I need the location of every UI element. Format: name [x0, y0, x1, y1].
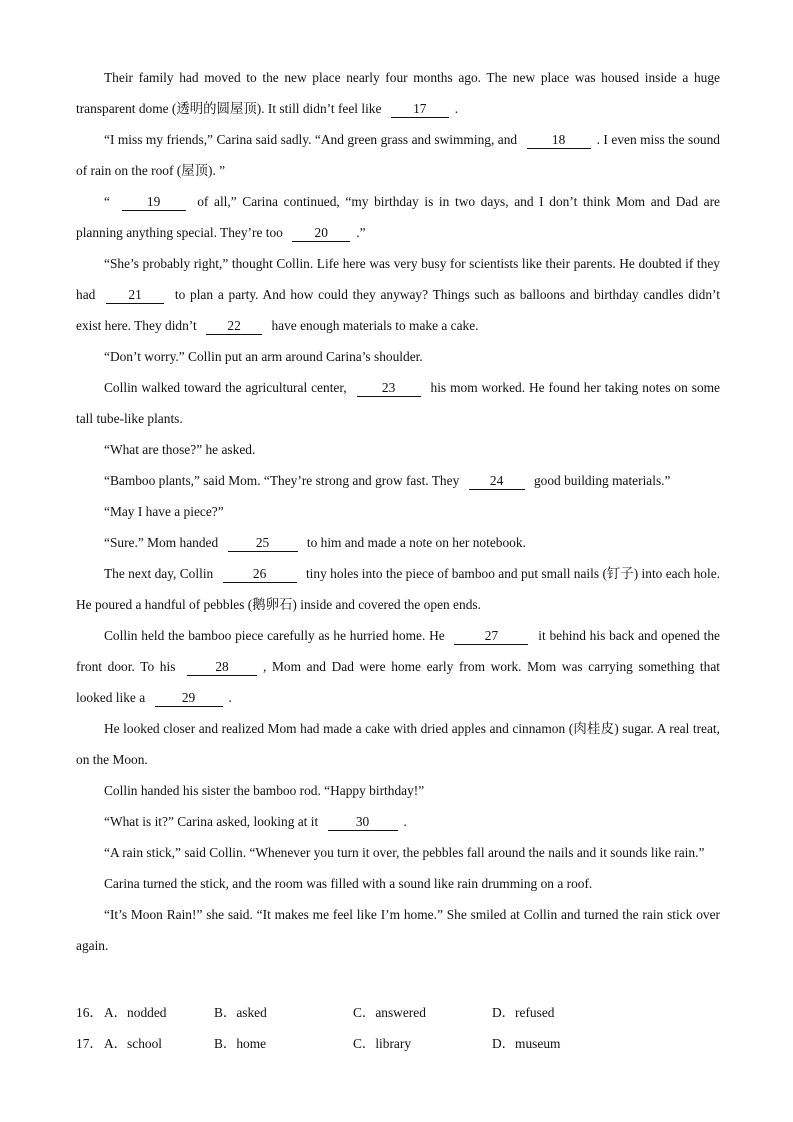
- answer-blank[interactable]: 30: [328, 813, 398, 831]
- answer-blank[interactable]: 23: [357, 379, 421, 397]
- paragraph-text: to him and made a note on her notebook.: [303, 535, 526, 550]
- passage-paragraph: [76, 372, 720, 434]
- cloze-passage: [76, 62, 720, 961]
- paragraph-text: “Don’t worry.” Collin put an arm around Carina’s shoulder.: [104, 349, 423, 364]
- paragraph-text: his mom worked. He found her taking notes on some tall tube-like plants.: [76, 380, 720, 426]
- paragraph-text: .: [228, 690, 232, 705]
- option-d: D．refused: [492, 1005, 555, 1020]
- passage-paragraph: [76, 62, 720, 124]
- option-c: C．answered: [353, 1005, 426, 1020]
- passage-paragraph: [76, 248, 720, 341]
- paragraph-text: .”: [356, 225, 366, 240]
- option-d: D．museum: [492, 1036, 561, 1051]
- answer-blank[interactable]: 21: [106, 286, 164, 304]
- answer-blank[interactable]: 19: [122, 193, 186, 211]
- passage-paragraph: [76, 775, 720, 806]
- answer-blank[interactable]: 24: [469, 472, 525, 490]
- paragraph-text: . I even miss the sound of rain on the roof (屋顶). ”: [76, 132, 720, 178]
- passage-paragraph: [76, 899, 720, 961]
- paragraph-text: good building materials.”: [530, 473, 671, 488]
- passage-paragraph: [76, 837, 720, 868]
- paragraph-text: “I miss my friends,” Carina said sadly. “And green grass and swimming, and: [104, 132, 521, 147]
- paragraph-text: “She’s probably right,” thought Collin. Life here was very busy for scientists like their parents. He doubted if they had: [76, 256, 720, 302]
- answer-blank[interactable]: 27: [454, 627, 528, 645]
- option-a: A．nodded: [104, 1005, 167, 1020]
- question-number: 17．: [76, 1036, 103, 1051]
- paragraph-text: tiny holes into the piece of bamboo and put small nails (钉子) into each hole. He poured a handful of pebbles (鹅卵石) inside and covered the open ends.: [76, 566, 720, 612]
- passage-paragraph: [76, 806, 720, 837]
- answer-blank[interactable]: 26: [223, 565, 297, 583]
- passage-paragraph: [76, 434, 720, 465]
- paragraph-text: it behind his back and opened the front door. To his: [76, 628, 721, 674]
- question-row: [76, 1028, 720, 1059]
- passage-paragraph: [76, 186, 720, 248]
- paragraph-text: of all,” Carina continued, “my birthday is in two days, and I don’t think Mom and Dad are planning anything special. They’re too: [76, 194, 720, 240]
- paragraph-text: “Bamboo plants,” said Mom. “They’re strong and grow fast. They: [104, 473, 463, 488]
- option-a: A．school: [104, 1036, 163, 1051]
- paragraph-text: “A rain stick,” said Collin. “Whenever you turn it over, the pebbles fall around the nails and it sounds like rain.”: [104, 845, 705, 860]
- answer-blank[interactable]: 29: [155, 689, 223, 707]
- paragraph-text: “Sure.” Mom handed: [104, 535, 222, 550]
- answer-blank[interactable]: 18: [527, 131, 591, 149]
- answer-blank[interactable]: 25: [228, 534, 298, 552]
- passage-paragraph: [76, 868, 720, 899]
- passage-paragraph: [76, 496, 720, 527]
- option-c: C．library: [353, 1036, 412, 1051]
- option-b: B．asked: [214, 1005, 267, 1020]
- paragraph-text: Their family had moved to the new place nearly four months ago. The new place was housed inside a huge transparent dome (透明的圆屋顶). It still didn’t feel like: [76, 70, 720, 116]
- paragraph-text: The next day, Collin: [104, 566, 217, 581]
- paragraph-text: He looked closer and realized Mom had made a cake with dried apples and cinnamon (肉桂皮) sugar. A real treat, on the Moon.: [76, 721, 720, 767]
- question-number: 16．: [76, 1005, 103, 1020]
- paragraph-text: “: [104, 194, 116, 209]
- passage-paragraph: [76, 341, 720, 372]
- paragraph-text: Carina turned the stick, and the room was filled with a sound like rain drumming on a roof.: [104, 876, 593, 891]
- paragraph-text: “May I have a piece?”: [104, 504, 224, 519]
- option-b: B．home: [214, 1036, 267, 1051]
- paragraph-text: .: [454, 101, 459, 116]
- passage-paragraph: [76, 465, 720, 496]
- paragraph-text: Collin walked toward the agricultural center,: [104, 380, 351, 395]
- question-row: [76, 997, 720, 1028]
- paragraph-text: “What is it?” Carina asked, looking at it: [104, 814, 322, 829]
- answer-blank[interactable]: 28: [187, 658, 257, 676]
- paragraph-text: .: [403, 814, 407, 829]
- answer-blank[interactable]: 22: [206, 317, 262, 335]
- answer-blank[interactable]: 17: [391, 100, 449, 118]
- paragraph-text: to plan a party. And how could they anyway? Things such as balloons and birthday candles didn’t exist here. They didn’t: [76, 287, 720, 333]
- passage-paragraph: [76, 620, 720, 713]
- paragraph-text: “What are those?” he asked.: [104, 442, 256, 457]
- passage-paragraph: [76, 713, 720, 775]
- answer-blank[interactable]: 20: [292, 224, 350, 242]
- passage-paragraph: [76, 124, 720, 186]
- paragraph-text: “It’s Moon Rain!” she said. “It makes me feel like I’m home.” She smiled at Collin and turned the rain stick over again.: [76, 907, 720, 953]
- answer-options: [76, 997, 720, 1059]
- paragraph-text: Collin held the bamboo piece carefully as he hurried home. He: [104, 628, 449, 643]
- paragraph-text: have enough materials to make a cake.: [268, 318, 479, 333]
- passage-paragraph: [76, 527, 720, 558]
- passage-paragraph: [76, 558, 720, 620]
- paragraph-text: Collin handed his sister the bamboo rod. “Happy birthday!”: [104, 783, 425, 798]
- paragraph-text: , Mom and Dad were home early from work. Mom was carrying something that looked like a: [76, 659, 720, 705]
